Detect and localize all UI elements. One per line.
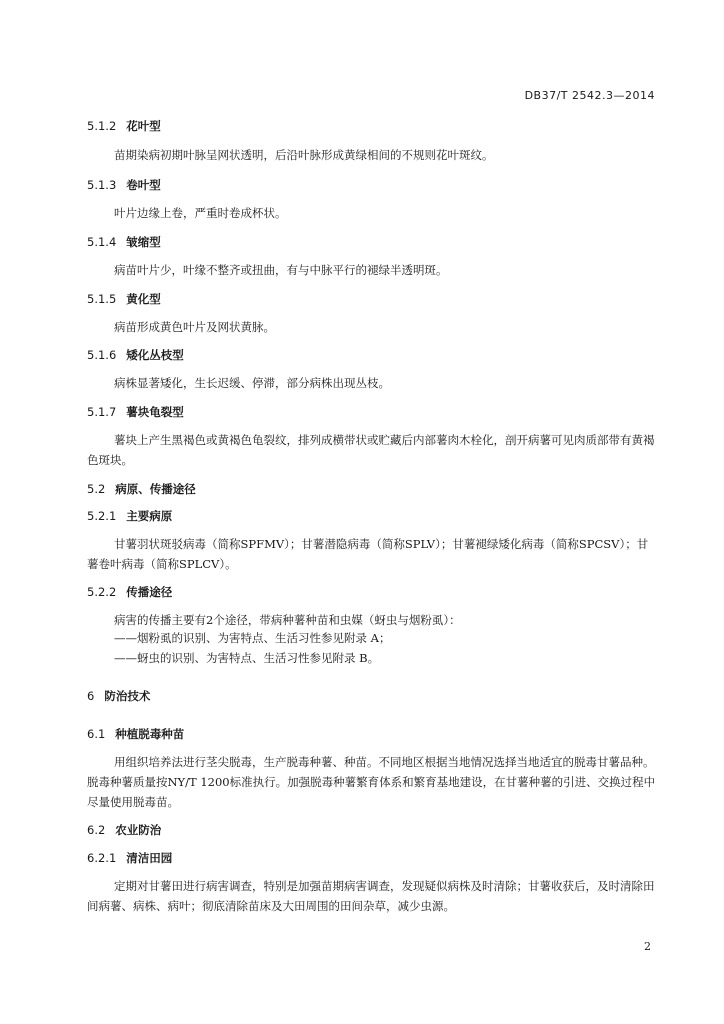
page-number: 2 xyxy=(644,940,651,953)
section-title: 花叶型 xyxy=(126,119,161,133)
section-title: 黄化型 xyxy=(126,292,161,306)
section-title: 皱缩型 xyxy=(126,235,161,249)
heading-5-1-3 xyxy=(87,177,161,193)
heading-6-1 xyxy=(87,726,184,742)
section-number: 5.2.1 xyxy=(87,509,117,523)
section-number: 6.2 xyxy=(87,823,106,837)
standard-code: DB37/T 2542.3—2014 xyxy=(524,89,655,102)
paragraph-5-1-7: 薯块上产生黑褐色或黄褐色龟裂纹，排列成横带状或贮藏后内部薯肉木栓化，剖开病薯可见肉质部带有黄褐色斑块。 xyxy=(87,433,655,467)
section-number: 5.1.5 xyxy=(87,292,117,306)
section-number: 5.1.6 xyxy=(87,348,117,362)
list-item-appendix-a: ——烟粉虱的识别、为害特点、生活习性参见附录 A； xyxy=(114,631,391,645)
section-number: 6.1 xyxy=(87,727,106,741)
section-title: 防治技术 xyxy=(104,689,151,703)
section-title: 主要病原 xyxy=(126,509,173,523)
heading-5-1-6 xyxy=(87,347,184,363)
heading-5-1-2 xyxy=(87,118,161,134)
heading-5-1-4 xyxy=(87,234,161,250)
paragraph-5-1-6: 病株显著矮化，生长迟缓、停滞，部分病株出现丛枝。 xyxy=(114,376,390,390)
section-title: 农业防治 xyxy=(115,823,162,837)
heading-6 xyxy=(87,688,150,704)
section-title: 传播途径 xyxy=(126,585,173,599)
paragraph-6-2-1: 定期对甘薯田进行病害调查，特别是加强苗期病害调查，发现疑似病株及时清除；甘薯收获后，及时清除田间病薯、病株、病叶；彻底清除苗床及大田周围的田间杂草，减少虫源。 xyxy=(87,879,655,913)
paragraph-5-1-5: 病苗形成黄色叶片及网状黄脉。 xyxy=(114,320,275,334)
section-number: 5.1.2 xyxy=(87,119,117,133)
section-title: 病原、传播途径 xyxy=(115,482,196,496)
heading-6-2 xyxy=(87,822,161,838)
section-number: 6 xyxy=(87,689,95,703)
section-title: 矮化丛枝型 xyxy=(126,348,184,362)
list-item-appendix-b: ——蚜虫的识别、为害特点、生活习性参见附录 B。 xyxy=(114,651,380,665)
paragraph-5-2-1: 甘薯羽状斑驳病毒（简称SPFMV）；甘薯潜隐病毒（简称SPLV）；甘薯褪绿矮化病毒（简称SPCSV）；甘薯卷叶病毒（简称SPLCV）。 xyxy=(87,537,649,571)
heading-5-2 xyxy=(87,481,196,497)
heading-5-1-7 xyxy=(87,404,184,420)
paragraph-5-2-2: 病害的传播主要有2个途径，带病种薯种苗和虫媒（蚜虫与烟粉虱）： xyxy=(114,613,461,627)
section-title: 种植脱毒种苗 xyxy=(115,727,185,741)
section-number: 5.1.7 xyxy=(87,405,117,419)
paragraph-5-1-4: 病苗叶片少，叶缘不整齐或扭曲，有与中脉平行的褪绿半透明斑。 xyxy=(114,263,448,277)
heading-5-2-2 xyxy=(87,584,172,600)
section-title: 清洁田园 xyxy=(126,851,173,865)
heading-5-1-5 xyxy=(87,291,161,307)
paragraph-6-1: 用组织培养法进行茎尖脱毒，生产脱毒种薯、种苗。不同地区根据当地情况选择当地适宜的脱毒甘薯品种。脱毒种薯质量按NY/T 1200标准执行。加强脱毒种薯繁育体系和繁育基地建设，在甘薯种薯的引进、交换过程中尽量使用脱毒苗。 xyxy=(87,755,656,809)
section-number: 5.2 xyxy=(87,482,106,496)
heading-6-2-1 xyxy=(87,850,172,866)
section-number: 5.2.2 xyxy=(87,585,117,599)
section-number: 5.1.4 xyxy=(87,235,117,249)
section-number: 5.1.3 xyxy=(87,178,117,192)
section-title: 卷叶型 xyxy=(126,178,161,192)
paragraph-5-1-2: 苗期染病初期叶脉呈网状透明，后沿叶脉形成黄绿相间的不规则花叶斑纹。 xyxy=(114,148,494,162)
heading-5-2-1 xyxy=(87,508,172,524)
paragraph-5-1-3: 叶片边缘上卷，严重时卷成杯状。 xyxy=(114,206,287,220)
section-title: 薯块龟裂型 xyxy=(126,405,184,419)
section-number: 6.2.1 xyxy=(87,851,117,865)
